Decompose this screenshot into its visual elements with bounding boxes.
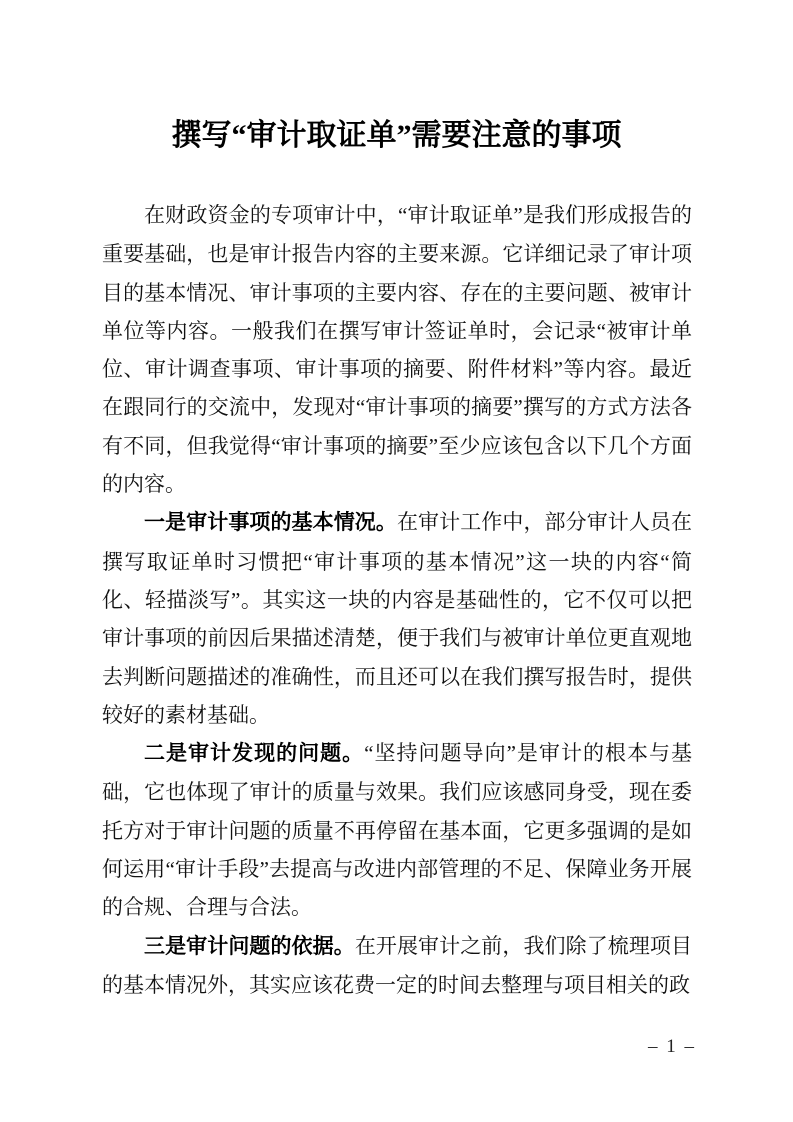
paragraph-text: “坚持问题导向”是审计的根本与基础，它也体现了审计的质量与效果。我们应该感同身受，现在委托方对于审计问题的质量不再停留在基本面，它更多强调的是如何运用“审计手段”去提高与改进内部管理的不足、保障业务开展的合规、合理与合法。 xyxy=(102,741,693,920)
paragraph-text: 在财政资金的专项审计中，“审计取证单”是我们形成报告的重要基础，也是审计报告内容的主要来源。它详细记录了审计项目的基本情况、审计事项的主要内容、存在的主要问题、被审计单位等内容。一般我们在撰写审计签证单时，会记录“被审计单位、审计调查事项、审计事项的摘要、附件材料”等内容。最近在跟同行的交流中，发现对“审计事项的摘要”撰写的方式方法各有不同，但我觉得“审计事项的摘要”至少应该包含以下几个方面的内容。 xyxy=(102,203,692,497)
paragraph-point-1 xyxy=(102,503,692,734)
paragraph-lead: 三是审计问题的依据。 xyxy=(144,934,355,958)
paragraph-lead: 一是审计事项的基本情况。 xyxy=(144,511,397,535)
document-body xyxy=(102,196,692,1004)
paragraph-text: 在审计工作中，部分审计人员在撰写取证单时习惯把“审计事项的基本情况”这一块的内容“简化、轻描淡写”。其实这一块的内容是基础性的，它不仅可以把审计事项的前因后果描述清楚，便于我们与被审计单位更直观地去判断问题描述的准确性，而且还可以在我们撰写报告时，提供较好的素材基础。 xyxy=(102,510,693,727)
page-number: – 1 – xyxy=(648,1036,696,1057)
paragraph-intro xyxy=(102,196,692,503)
paragraph-text: 在开展审计之前，我们除了梳理项目的基本情况外，其实应该花费一定的时间去整理与项目相关的政 xyxy=(102,933,693,997)
page-title: 撰写“审计取证单”需要注意的事项 xyxy=(171,119,622,152)
paragraph-lead: 二是审计发现的问题。 xyxy=(144,742,365,766)
page-footer xyxy=(648,1036,696,1058)
paragraph-point-3 xyxy=(102,927,692,1005)
paragraph-point-2 xyxy=(102,734,692,926)
